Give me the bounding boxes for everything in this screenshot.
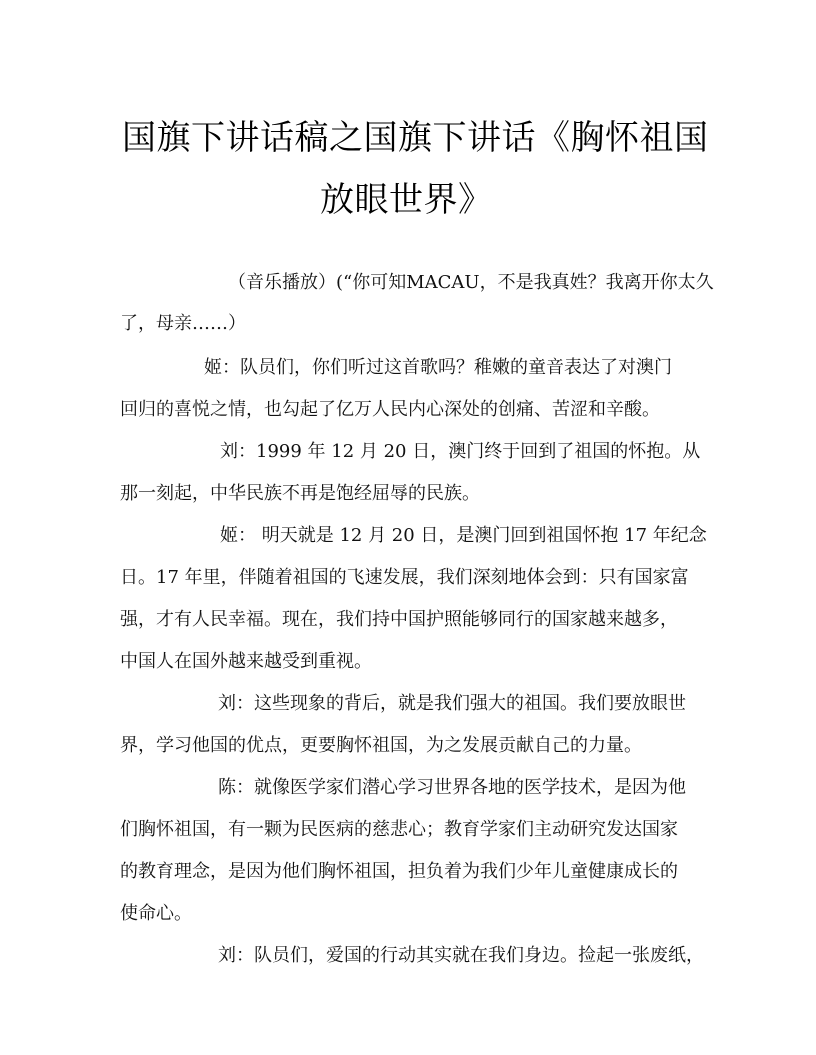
body-line: 刘：1999 年 12 月 20 日，澳门终于回到了祖国的怀抱。从 [220,441,701,462]
body-line: 刘：这些现象的背后，就是我们强大的祖国。我们要放眼世 [218,693,686,714]
body-line: 界，学习他国的优点，更要胸怀祖国，为之发展贡献自己的力量。 [120,735,642,756]
body-line: 的教育理念，是因为他们胸怀祖国，担负着为我们少年儿童健康成长的 [120,861,678,882]
body-line: 刘：队员们，爱国的行动其实就在我们身边。捡起一张废纸， [218,945,704,966]
body-line: 陈：就像医学家们潜心学习世界各地的医学技术，是因为他 [218,777,686,798]
body-line: 那一刻起，中华民族不再是饱经屈辱的民族。 [120,483,480,504]
body-line: 了，母亲……） [120,313,246,334]
document-title-line-2: 放眼世界》 [320,180,493,220]
body-line: 们胸怀祖国，有一颗为民医病的慈悲心；教育学家们主动研究发达国家 [120,819,678,840]
body-line: 强，才有人民幸福。现在，我们持中国护照能够同行的国家越来越多， [120,609,678,630]
body-line: 姬：队员们，你们听过这首歌吗？稚嫩的童音表达了对澳门 [204,357,672,378]
body-line: 使命心。 [120,903,192,924]
body-line: 回归的喜悦之情，也勾起了亿万人民内心深处的创痛、苦涩和辛酸。 [120,399,660,420]
body-line: （音乐播放）(“你可知MACAU，不是我真姓？我离开你太久 [228,272,714,293]
body-line: 中国人在国外越来越受到重视。 [120,651,372,672]
document-title-line-1: 国旗下讲话稿之国旗下讲话《胸怀祖国 [122,118,709,158]
body-line: 日。17 年里，伴随着祖国的飞速发展，我们深刻地体会到：只有国家富 [120,567,689,588]
body-line: 姬： 明天就是 12 月 20 日，是澳门回到祖国怀抱 17 年纪念 [220,525,707,546]
